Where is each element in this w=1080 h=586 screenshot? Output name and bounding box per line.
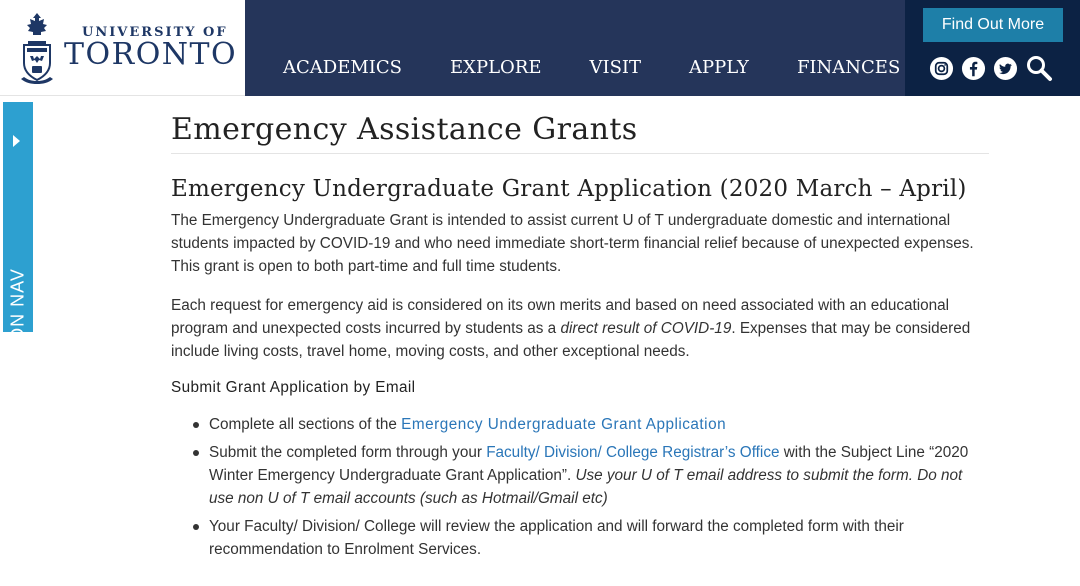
step2-text: Submit the completed form through your [209,444,487,461]
header-utility [905,0,1080,96]
site-header [0,0,1080,96]
step1-text: Complete all sections of the [209,416,402,433]
registrar-office-link[interactable]: Faculty/ Division/ College Registrar’s Office [486,444,780,461]
step2-emphasis: Use your U of T email address to submit the form. Do not use non U of T email accounts (such as Hotmail/Gmail etc) [209,467,963,507]
list-item [171,413,989,436]
wordmark-line2: TORONTO [64,37,238,72]
eligibility-text-start: Each request for emergency aid is considered on its own merits and based on need associated with an educational program and unexpected costs incurred by students as a [171,297,950,337]
section-nav-toggle[interactable] [3,102,33,400]
find-out-more-button[interactable]: Find Out More [923,8,1063,42]
university-wordmark [64,25,237,70]
section-subtitle: Emergency Undergraduate Grant Application (2020 March – April) [171,176,967,202]
instagram-icon[interactable] [929,56,954,81]
nav-item-finances[interactable]: FINANCES [796,57,901,78]
list-item [171,441,989,510]
submission-steps [171,413,989,561]
nav-item-explore[interactable]: EXPLORE [450,57,542,78]
nav-item-academics[interactable]: ACADEMICS [283,57,402,78]
nav-item-visit[interactable]: VISIT [589,57,642,78]
nav-item-apply[interactable]: APPLY [689,57,749,78]
page-title: Emergency Assistance Grants [171,112,989,154]
eligibility-text-end: . Expenses that may be considered include living costs, travel home, moving costs, and other exceptional needs. [171,320,971,360]
facebook-icon[interactable] [961,56,986,81]
main-nav [245,0,905,96]
grant-application-link[interactable]: Emergency Undergraduate Grant Application [401,416,727,433]
step3-text: Your Faculty/ Division/ College will review the application and will forward the completed form with their recommendation to Enrolment Services. [209,518,904,558]
wordmark-line1: UNIVERSITY OF [82,25,228,40]
twitter-icon[interactable] [993,56,1018,81]
crest-icon [20,11,54,85]
arrow-right-icon [13,135,20,147]
submit-heading: Submit Grant Application by Email [171,379,416,396]
eligibility-paragraph [171,294,989,363]
university-logo[interactable] [0,0,245,96]
social-links [929,54,1053,82]
list-item [171,515,989,561]
eligibility-emphasis: direct result of COVID-19 [560,320,732,337]
main-content [171,112,989,566]
step2-text-after: with the Subject Line “2020 Winter Emergency Undergraduate Grant Application”. [209,444,969,484]
intro-paragraph: The Emergency Undergraduate Grant is intended to assist current U of T undergraduate domestic and international students impacted by COVID-19 and who need immediate short-term financial relief because of unexpected expenses. This grant is open to both part-time and full time students. [171,212,974,275]
section-nav-label: SECTION NAV [7,268,28,400]
search-icon[interactable] [1025,54,1053,82]
